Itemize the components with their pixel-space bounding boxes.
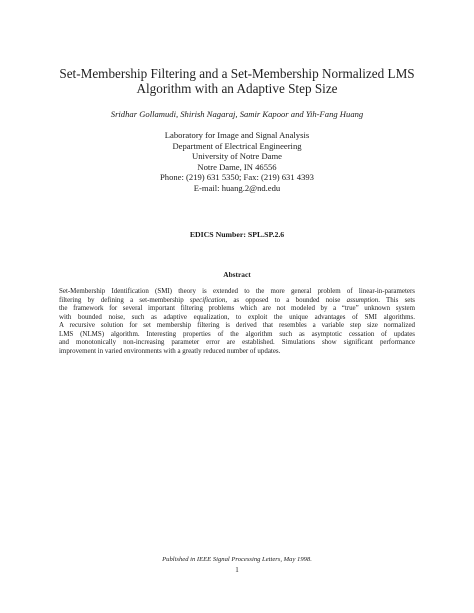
abstract-line-8: improvement in varied environments with a greatly reduced number of updates. <box>59 346 281 355</box>
abstract-line-4: with bounded noise, such as adaptive equalization, to exploit the unique advantages of SMI algorithms. <box>59 312 415 321</box>
affiliation-address: Notre Dame, IN 46556 <box>197 161 277 172</box>
abstract-body <box>59 287 415 355</box>
affiliation-department: Department of Electrical Engineering <box>172 140 302 151</box>
abstract-line-7: and monotonically non-increasing parameter error are established. Simulations show significant performance <box>59 338 415 346</box>
page-number: 1 <box>235 566 239 574</box>
affiliation-phone-fax: Phone: (219) 631 5350; Fax: (219) 631 4393 <box>160 172 314 182</box>
abstract-line-5: A recursive solution for set membership filtering is derived that resembles a variable step size normalized <box>59 321 415 329</box>
affiliation-university: University of Notre Dame <box>192 151 282 161</box>
edics-number: EDICS Number: SPL.SP.2.6 <box>189 230 285 239</box>
abstract-line-1: Set-Membership Identification (SMI) theory is extended to the more general problem of linear-in-parameters <box>59 287 415 295</box>
paper-title-line-1: Set-Membership Filtering and a Set-Membership Normalized LMS <box>59 66 415 81</box>
paper-title <box>40 66 434 96</box>
author-list: Sridhar Gollamudi, Shirish Nagaraj, Samir Kapoor and Yih-Fang Huang <box>110 109 364 119</box>
abstract-heading: Abstract <box>223 270 251 279</box>
affiliation-lab: Laboratory for Image and Signal Analysis <box>164 130 310 140</box>
abstract-text: , as opposed to a bounded noise <box>225 295 347 304</box>
abstract-line-6: LMS (NLMS) algorithm. Interesting properties of the algorithm such as asymptotic cessation of updates <box>59 329 415 338</box>
paper-title-line-2: Algorithm with an Adaptive Step Size <box>136 81 338 96</box>
abstract-emphasis-specification: specification <box>189 295 226 304</box>
abstract-line-3: the framework for several important filtering problems which are not modeled by a “true” unknown system <box>59 304 415 312</box>
abstract-emphasis-assumption: assumption <box>346 295 379 304</box>
publication-note: Published in IEEE Signal Processing Letters, May 1998. <box>162 556 312 563</box>
affiliation-email: E-mail: huang.2@nd.edu <box>193 182 281 193</box>
abstract-line-2 <box>59 296 415 305</box>
abstract-text: . This sets <box>378 295 415 304</box>
affiliation-block <box>120 130 354 193</box>
abstract-text: filtering by defining a set-membership <box>59 295 190 304</box>
